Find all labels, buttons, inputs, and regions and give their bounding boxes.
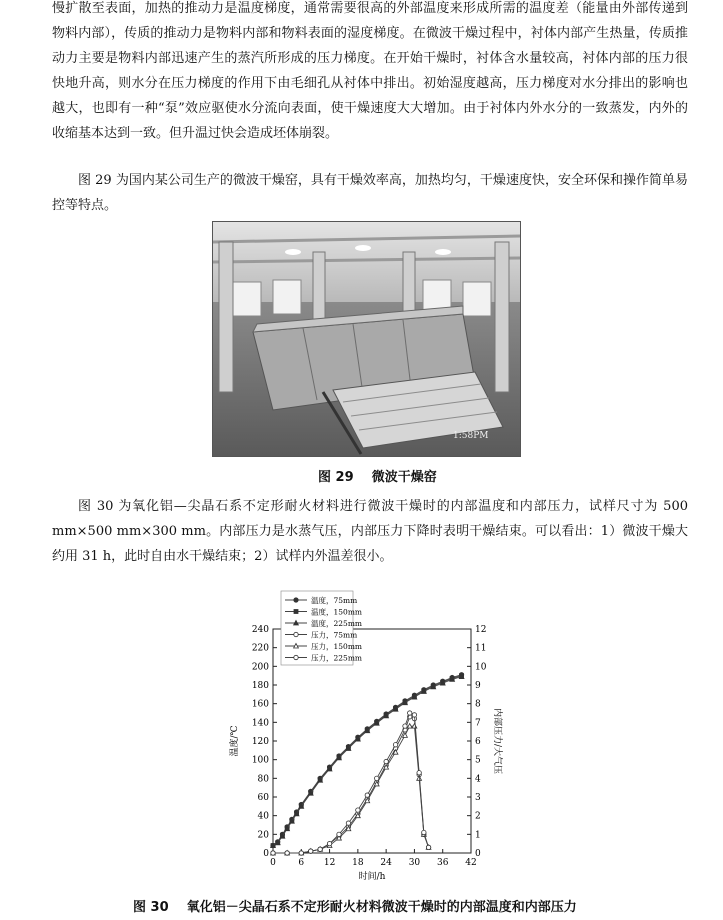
y2-tick-label: 6 <box>475 737 481 747</box>
y-tick-label: 180 <box>251 681 269 691</box>
data-point <box>426 845 430 849</box>
series-line <box>273 676 462 846</box>
x-tick-label: 0 <box>270 858 276 868</box>
data-point <box>408 711 412 715</box>
data-point <box>356 808 360 812</box>
data-point <box>271 851 275 855</box>
x-tick-label: 42 <box>465 858 477 868</box>
y-tick-label: 60 <box>257 793 269 803</box>
y-tick-label: 160 <box>251 699 269 710</box>
series-line <box>273 675 462 846</box>
y2-tick-label: 10 <box>475 662 487 673</box>
data-point <box>346 821 350 825</box>
y-tick-label: 200 <box>251 662 269 673</box>
legend-label: 压力，150mm <box>311 642 363 651</box>
y-tick-label: 120 <box>251 737 269 747</box>
data-point <box>327 841 331 845</box>
y2-tick-label: 8 <box>475 699 481 710</box>
y-tick-label: 140 <box>251 718 269 729</box>
data-point <box>412 713 416 717</box>
data-point <box>403 724 407 728</box>
y-tick-label: 100 <box>251 755 269 766</box>
microwave-kiln-photo <box>212 221 521 457</box>
data-point <box>294 598 298 602</box>
x-tick-label: 18 <box>352 858 364 868</box>
y2-axis-label: 内部压力/大气压 <box>492 707 502 775</box>
y-tick-label: 80 <box>257 774 269 785</box>
y-tick-label: 240 <box>251 625 269 635</box>
data-point <box>299 851 303 855</box>
legend-label: 温度，225mm <box>311 619 363 628</box>
body-paragraph-1: 慢扩散至表面，加热的推动力是温度梯度，通常需要很高的外部温度来形成所需的温度差（能量由外部传递到物料内部），传质的推动力是物料内部和物料表面的湿度梯度。在微波干燥过程中，衬体内部产生热量，传质推动力主要是物料内部迅速产生的蒸汽所形成的压力梯度。在开始干燥时，衬体含水量较高，衬体内部的压力很快地升高，则水分在压力梯度的作用下由毛细孔从衬体中排出。初始湿度越高，压力梯度对水分排出的影响也越大，也即有一种“泵”效应驱使水分流向表面，使干燥速度大大增加。由于衬体内外水分的一致蒸发，内外的收缩基本达到一致。但升温过快会造成坯体崩裂。 <box>52 1 688 141</box>
x-tick-label: 24 <box>380 858 392 868</box>
data-point <box>294 610 298 614</box>
legend-label: 温度，150mm <box>311 607 363 617</box>
figure-29-caption: 图 29 微波干燥窑 <box>318 470 437 485</box>
y2-tick-label: 3 <box>475 793 481 803</box>
series-group <box>271 674 464 847</box>
legend-label: 压力，75mm <box>311 630 358 640</box>
legend-label: 压力，225mm <box>311 653 363 663</box>
body-paragraph-3: 图 30 为氧化铝—尖晶石系不定形耐火材料进行微波干燥时的内部温度和内部压力，试样尺寸为 500 mm×500 mm×300 mm。内部压力是水蒸气压，内部压力下降时表明干燥结束。可以看出：1）微波干燥大约用 31 h，此时自由水干燥结束；2）试样内外温差很小。 <box>52 499 688 564</box>
figure-30-caption: 图 30 氧化铝－尖晶石系不定形耐火材料微波干燥时的内部温度和内部压力 <box>133 900 577 915</box>
data-point <box>294 632 298 636</box>
x-tick-label: 12 <box>323 858 336 868</box>
data-point <box>337 832 341 836</box>
data-point <box>422 830 426 834</box>
y-tick-label: 40 <box>257 811 269 822</box>
data-point <box>365 793 369 797</box>
temperature-pressure-chart <box>225 587 502 883</box>
y2-tick-label: 2 <box>475 811 481 822</box>
data-point <box>384 759 388 763</box>
y2-tick-label: 7 <box>475 718 481 729</box>
data-point <box>318 847 322 851</box>
figure-30-chart <box>225 587 502 887</box>
y-tick-label: 0 <box>263 849 269 859</box>
legend-label: 温度，75mm <box>311 596 358 605</box>
data-point <box>294 655 298 659</box>
body-paragraph-2: 图 29 为国内某公司生产的微波干燥窑，具有干燥效率高，加热均匀，干燥速度快，安全环保和操作简单易控等特点。 <box>52 173 688 213</box>
y2-tick-label: 9 <box>475 681 481 691</box>
data-point <box>375 776 379 780</box>
data-point <box>393 743 397 747</box>
x-tick-label: 30 <box>408 858 421 868</box>
y-tick-label: 220 <box>251 643 269 654</box>
series-group <box>271 674 464 848</box>
kiln-photo-drawing <box>213 222 520 456</box>
y2-tick-label: 0 <box>475 849 481 859</box>
y2-tick-label: 12 <box>475 625 487 635</box>
data-point <box>285 851 289 855</box>
photo-timestamp: 1:58PM <box>453 431 489 441</box>
data-point <box>417 771 421 775</box>
series-line <box>273 677 462 846</box>
series-group <box>271 724 431 855</box>
x-axis-label: 时间/h <box>358 872 386 882</box>
y2-tick-label: 5 <box>475 755 481 766</box>
y-axis-label: 温度/℃ <box>230 725 240 757</box>
x-tick-label: 6 <box>298 858 305 868</box>
data-point <box>309 849 313 853</box>
x-tick-label: 36 <box>436 858 449 868</box>
y2-tick-label: 4 <box>475 774 481 785</box>
series-group <box>271 673 464 848</box>
y2-tick-label: 1 <box>475 830 481 841</box>
y-tick-label: 20 <box>257 830 269 841</box>
y2-tick-label: 11 <box>475 643 487 654</box>
